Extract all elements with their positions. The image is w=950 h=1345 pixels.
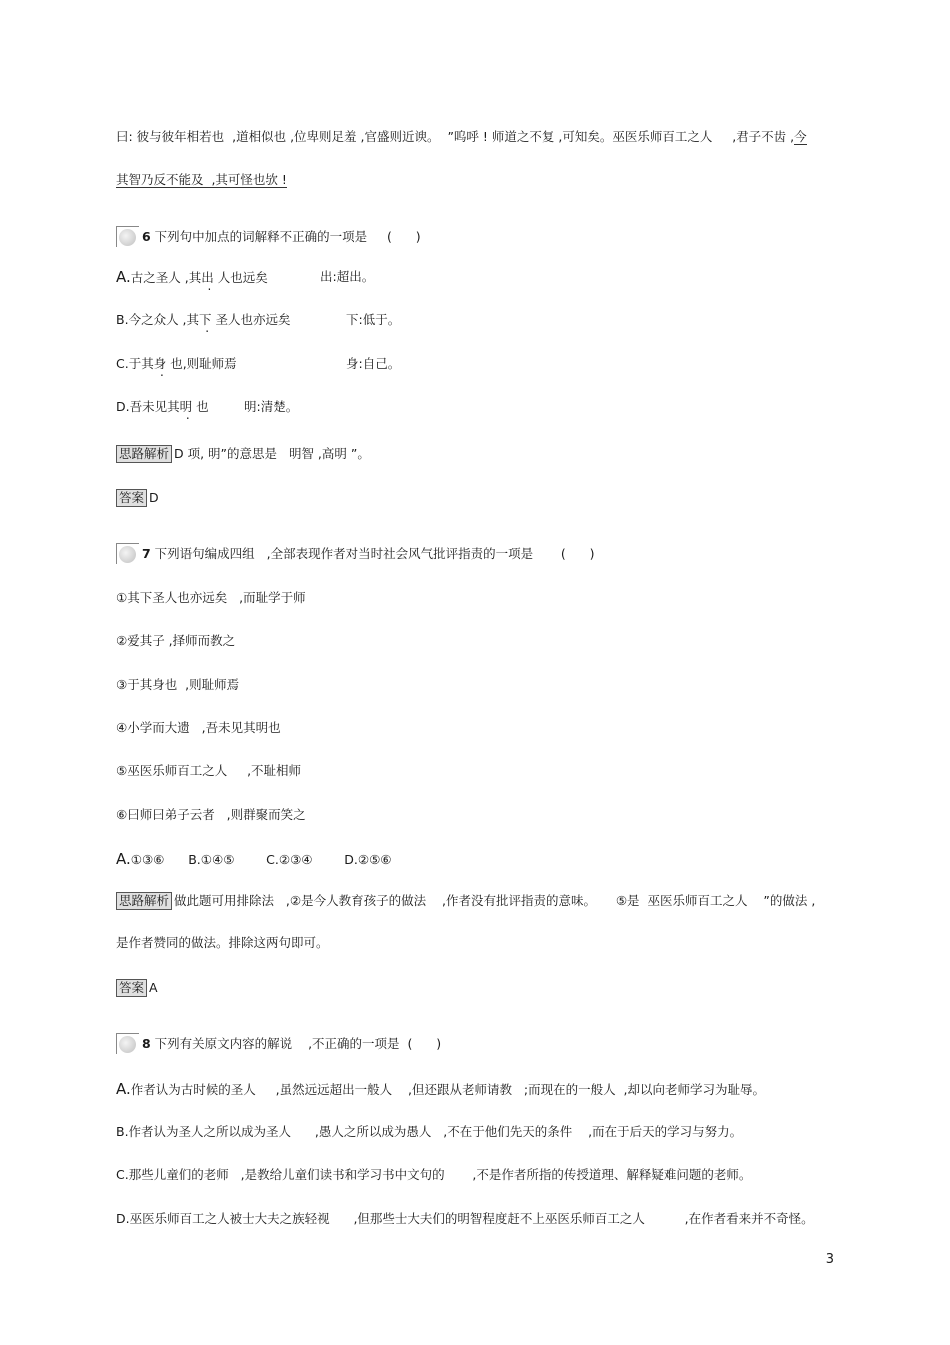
q8-option-a (116, 1081, 765, 1098)
option-text: 也 (192, 399, 209, 414)
q6-answer (116, 489, 159, 507)
question-number: 7 (142, 546, 151, 561)
q7-item: ⑥曰师曰弟子云者 ,则群聚而笑之 (116, 807, 306, 822)
dotted-word: 身 (153, 356, 167, 371)
analysis-text: 做此题可用排除法 ,②是今人教育孩子的做法 ,作者没有批评指责的意味。 ⑤是 巫医乐师百工之人 ”的做法 , (174, 893, 816, 908)
q6-option-b-gloss: 下:低于。 (346, 312, 401, 327)
option-text: 吾未见其 (129, 399, 180, 414)
option-text: 于其 (128, 356, 154, 371)
q7-answer (116, 979, 158, 997)
passage-line-1 (116, 129, 807, 145)
option-text: ①③⑥ (130, 852, 165, 867)
question-marker-icon (116, 543, 140, 563)
q6-option-a (116, 269, 268, 286)
option-label: A. (116, 850, 131, 868)
answer-value: A (149, 980, 158, 995)
q7-options (116, 851, 392, 868)
option-label: A. (116, 268, 131, 286)
question-marker-icon (116, 1033, 140, 1053)
q7-item: ⑤巫医乐师百工之人 ,不耻相师 (116, 763, 302, 778)
q7-analysis-line-2: 是作者赞同的做法。排除这两句即可。 (116, 935, 329, 950)
q6-option-c (116, 356, 237, 372)
q8-option-d: D.巫医乐师百工之人被士大夫之族轻视 ,但那些士大夫们的明智程度赶不上巫医乐师百工之人 ,在作者看来并不奇怪。 (116, 1211, 814, 1226)
q7-item: ③于其身也 ,则耻师焉 (116, 677, 240, 692)
dotted-word: 明 (179, 399, 193, 414)
option-text: 作者认为古时候的圣人 ,虽然远远超出一般人 ,但还跟从老师请教 ;而现在的一般人 ,却以向老师学习为耻辱。 (130, 1082, 766, 1097)
q6-stem (116, 226, 421, 246)
q6-option-c-gloss: 身:自己。 (346, 356, 401, 371)
option-label: D. (116, 399, 130, 414)
passage-text: 曰: 彼与彼年相若也 ,道相似也 ,位卑则足羞 ,官盛则近谀。 ”呜呼 ! 师道之不复 ,可知矣。巫医乐师百工之人 ,君子不齿 , (116, 129, 795, 144)
q8-option-b: B.作者认为圣人之所以成为圣人 ,愚人之所以成为愚人 ,不在于他们先天的条件 ,而在于后天的学习与努力。 (116, 1124, 743, 1139)
question-text: 下列句中加点的词解释不正确的一项是 ( ) (150, 229, 421, 244)
answer-value: D (149, 490, 159, 505)
q7-item: ②爱其子 ,择师而教之 (116, 633, 236, 648)
q6-analysis (116, 445, 370, 463)
question-number: 6 (142, 229, 151, 244)
answer-tag: 答案 (116, 979, 147, 997)
question-marker-icon (116, 226, 140, 246)
q7-item: ④小学而大遗 ,吾未见其明也 (116, 720, 281, 735)
q7-analysis (116, 892, 815, 910)
option-text: B.①④⑤ C.②③④ D.②⑤⑥ (164, 852, 392, 867)
passage-underlined-text: 其智乃反不能及 ,其可怪也欤 ! (116, 172, 287, 187)
option-text: 也,则耻师焉 (166, 356, 237, 371)
question-number: 8 (142, 1036, 151, 1051)
q6-option-a-gloss: 出:超出。 (320, 269, 375, 284)
dotted-word: 出 (201, 270, 214, 285)
q8-stem (116, 1033, 441, 1053)
option-text: 圣人也亦远矣 (211, 312, 291, 327)
option-label: C. (116, 356, 129, 371)
analysis-tag: 思路解析 (116, 445, 172, 463)
option-label: B. (116, 312, 129, 327)
q6-option-d (116, 399, 209, 415)
analysis-tag: 思路解析 (116, 892, 172, 910)
passage-underlined-text: 今 (794, 129, 807, 144)
option-text: 古之圣人 ,其 (130, 270, 202, 285)
q7-item: ①其下圣人也亦远矣 ,而耻学于师 (116, 590, 306, 605)
question-text: 下列语句编成四组 ,全部表现作者对当时社会风气批评指责的一项是 ( ) (150, 546, 595, 561)
passage-line-2 (116, 172, 287, 188)
option-text: 今之众人 ,其 (128, 312, 200, 327)
page-number: 3 (825, 1252, 834, 1267)
q6-option-b (116, 312, 291, 328)
question-text: 下列有关原文内容的解说 ,不正确的一项是 ( ) (150, 1036, 442, 1051)
analysis-text: D 项, 明”的意思是 明智 ,高明 ”。 (174, 446, 370, 461)
dotted-word: 下 (199, 312, 212, 327)
option-text: 人也远矣 (213, 270, 268, 285)
q7-stem (116, 543, 594, 563)
answer-tag: 答案 (116, 489, 147, 507)
q6-option-d-gloss: 明:清楚。 (244, 399, 299, 414)
option-label: A. (116, 1080, 131, 1098)
q8-option-c: C.那些儿童们的老师 ,是教给儿童们读书和学习书中文句的 ,不是作者所指的传授道理、解释疑难问题的老师。 (116, 1167, 752, 1182)
